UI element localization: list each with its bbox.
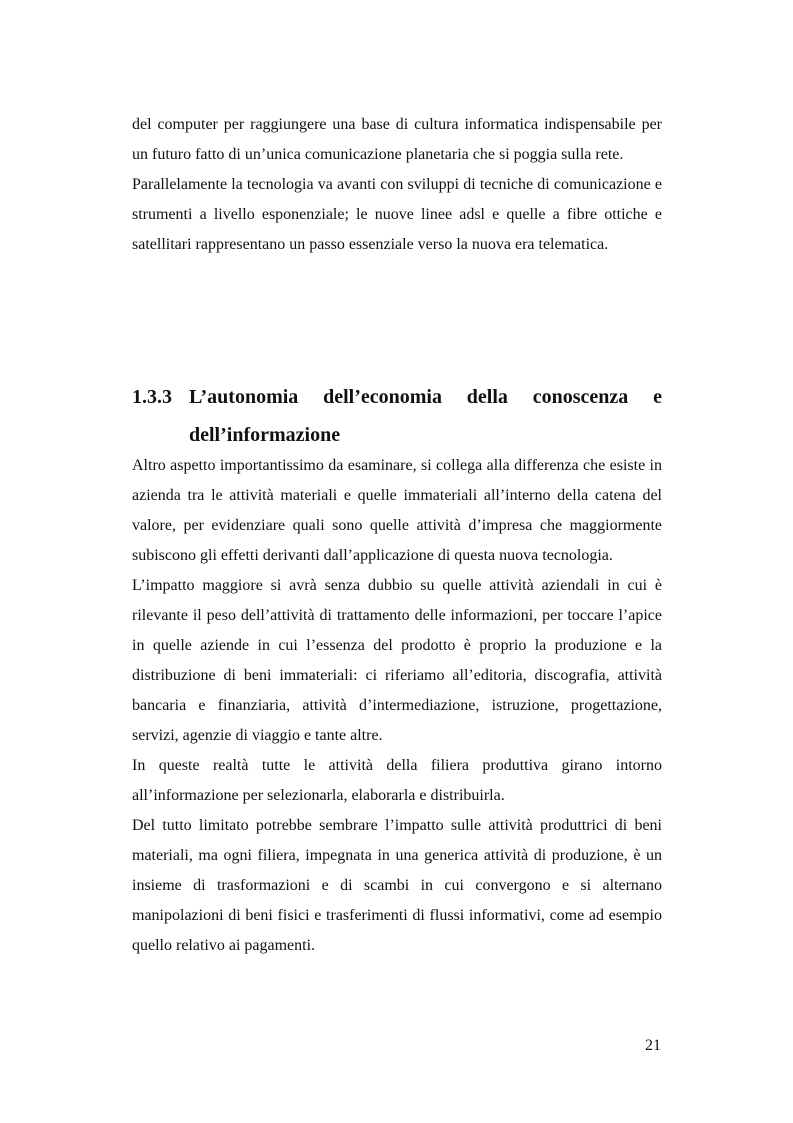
intro-text-block [132,110,662,260]
section-title-line-2: dell’informazione [189,424,341,446]
intro-paragraph-2: Parallelamente la tecnologia va avanti con sviluppi di tecniche di comunicazione e strumenti a livello esponenziale; le nuove linee adsl e quelle a fibre ottiche e satellitari rappresentano un passo essenziale verso la nuova era telematica. [132,176,662,253]
section-paragraph-4: Del tutto limitato potrebbe sembrare l’impatto sulle attività produttrici di beni materiali, ma ogni filiera, impegnata in una generica attività di produzione, è un insieme di trasformazioni e di scambi in cui convergono e si alternano manipolazioni di beni fisici e trasferimenti di flussi informativi, come ad esempio quello relativo ai pagamenti. [132,817,662,954]
section-number: 1.3.3 [132,386,172,408]
section-heading [132,378,662,454]
section-title-line-1: L’autonomia dell’economia della conoscenza e [189,386,662,408]
section-paragraph-3: In queste realtà tutte le attività della filiera produttiva girano intorno all’informazione per selezionarla, elaborarla e distribuirla. [132,757,662,804]
section-text-block [132,451,662,961]
intro-paragraph-1: del computer per raggiungere una base di cultura informatica indispensabile per un futuro fatto di un’unica comunicazione planetaria che si poggia sulla rete. [132,116,662,163]
section-paragraph-2: L’impatto maggiore si avrà senza dubbio su quelle attività aziendali in cui è rilevante il peso dell’attività di trattamento delle informazioni, per toccare l’apice in quelle aziende in cui l’essenza del prodotto è proprio la produzione e la distribuzione di beni immateriali: ci riferiamo all’editoria, discografia, attività bancaria e finanziaria, attività d’intermediazione, istruzione, progettazione, servizi, agenzie di viaggio e tante altre. [132,577,662,744]
section-paragraph-1: Altro aspetto importantissimo da esaminare, si collega alla differenza che esiste in azienda tra le attività materiali e quelle immateriali all’interno della catena del valore, per evidenziare quali sono quelle attività d’impresa che maggiormente subiscono gli effetti derivanti dall’applicazione di questa nuova tecnologia. [132,457,662,564]
page-number: 21 [645,1037,661,1054]
